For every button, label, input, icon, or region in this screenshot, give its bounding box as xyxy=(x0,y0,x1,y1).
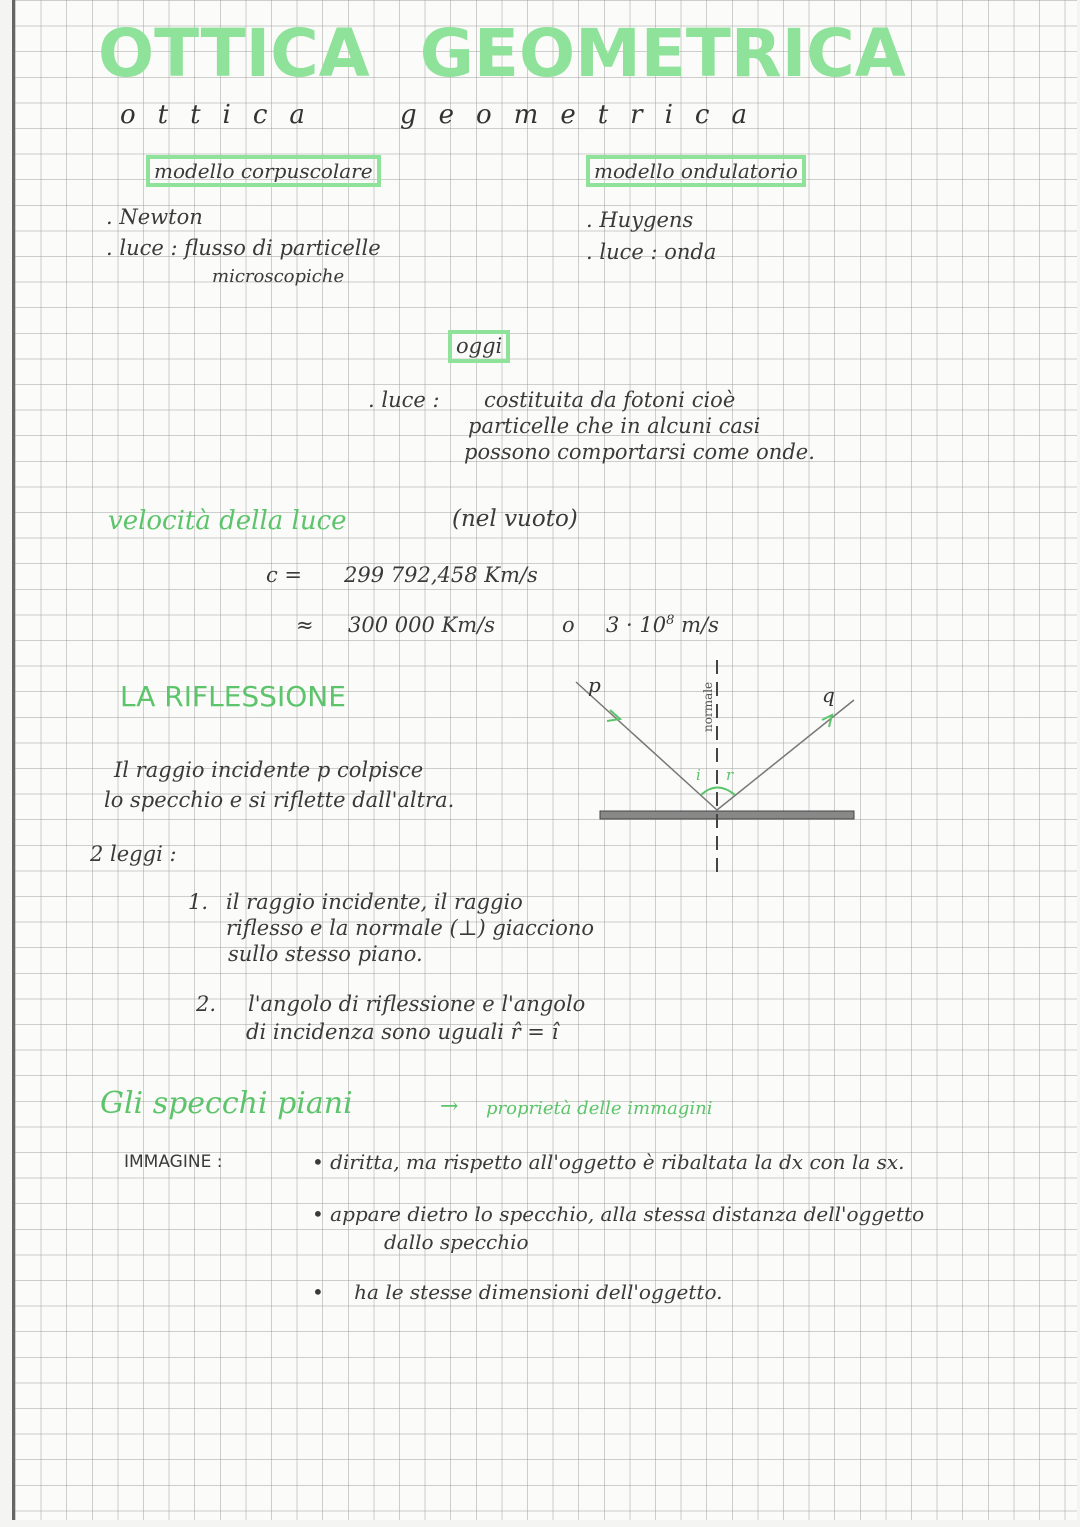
corpuscolare-item: . Newton xyxy=(106,205,203,229)
page-title xyxy=(98,14,956,93)
label-p: p xyxy=(588,673,601,697)
eq2: 300 000 Km/s xyxy=(348,613,495,637)
title-ottica: OTTICA xyxy=(98,15,370,92)
corpuscolare-item: microscopiche xyxy=(212,266,345,287)
property-item-cont: dallo specchio xyxy=(384,1230,529,1254)
law1-b: riflesso e la normale (⊥) giacciono xyxy=(226,916,595,940)
law1-a: il raggio incidente, il raggio xyxy=(226,890,523,914)
specchi-heading: Gli specchi piani xyxy=(100,1086,353,1121)
arrow-icon: → xyxy=(440,1094,459,1119)
ondulatorio-heading: modello ondulatorio xyxy=(586,155,806,187)
riflessione-text2: lo specchio e si riflette dall'altra. xyxy=(104,788,455,812)
oggi-label: . luce : xyxy=(368,388,440,412)
eq2-lhs: ≈ xyxy=(296,613,314,637)
property-item: • appare dietro lo specchio, alla stessa distanza dell'oggetto xyxy=(312,1202,925,1226)
oggi-heading: oggi xyxy=(448,330,510,363)
ondulatorio-item: . luce : onda xyxy=(586,240,717,264)
label-q: q xyxy=(822,683,835,707)
specchi-sub: proprietà delle immagini xyxy=(486,1098,713,1119)
law2-a: l'angolo di riflessione e l'angolo xyxy=(248,992,586,1016)
velocita-heading: velocità della luce xyxy=(108,506,347,536)
subtitle-geometrica: geometrica xyxy=(400,100,769,130)
oggi-line3: possono comportarsi come onde. xyxy=(464,440,815,464)
immagine-label: IMMAGINE : xyxy=(124,1152,223,1172)
law1-c: sullo stesso piano. xyxy=(228,942,423,966)
mirror xyxy=(600,811,854,819)
leggi-label: 2 leggi : xyxy=(90,842,177,866)
title-geometrica: GEOMETRICA xyxy=(419,15,906,92)
reflected-ray xyxy=(717,700,854,810)
eq1: 299 792,458 Km/s xyxy=(344,563,538,587)
property-item: • ha le stesse dimensioni dell'oggetto. xyxy=(312,1280,723,1304)
corpuscolare-heading: modello corpuscolare xyxy=(146,155,381,187)
riflessione-text1: Il raggio incidente p colpisce xyxy=(114,758,424,782)
eq2-or: o xyxy=(562,613,575,637)
corpuscolare-item: . luce : flusso di particelle xyxy=(106,236,381,260)
oggi-line2: particelle che in alcuni casi xyxy=(468,414,761,438)
ondulatorio-item: . Huygens xyxy=(586,208,694,232)
label-normal: normale xyxy=(701,681,715,732)
reflection-diagram xyxy=(588,640,900,880)
label-r: r xyxy=(726,766,734,784)
law2-b: di incidenza sono uguali r̂ = î xyxy=(246,1020,559,1044)
velocita-note: (nel vuoto) xyxy=(452,506,578,532)
law1-num: 1. xyxy=(188,890,209,914)
riflessione-heading: LA RIFLESSIONE xyxy=(120,680,346,713)
property-item: • diritta, ma rispetto all'oggetto è ribaltata la dx con la sx. xyxy=(312,1150,905,1174)
eq2-b: $3 \cdot 10^8$ m/s xyxy=(606,613,719,637)
subtitle-ottica: ottica xyxy=(120,100,327,130)
eq1-lhs: c = xyxy=(266,563,303,587)
label-i: i xyxy=(696,766,701,784)
law2-num: 2. xyxy=(196,992,217,1016)
oggi-line1: costituita da fotoni cioè xyxy=(484,388,736,412)
